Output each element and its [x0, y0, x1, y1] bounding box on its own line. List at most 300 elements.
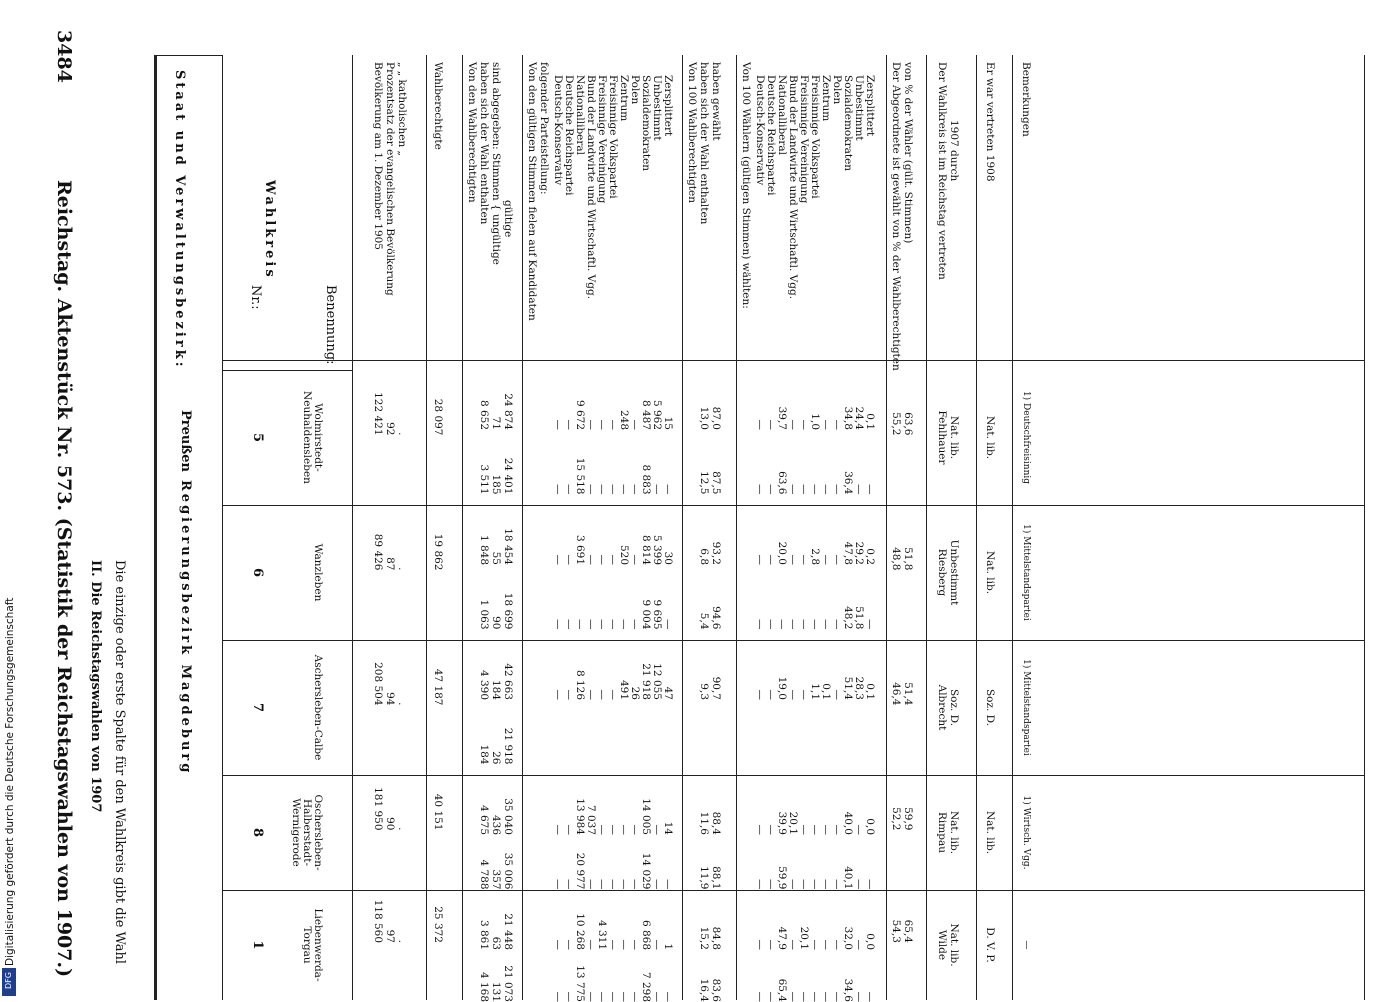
cell-pct: —	[831, 554, 843, 565]
cell-enthalten: 4 168	[478, 971, 490, 1002]
cell-pct: 36,4	[842, 471, 854, 495]
cell-votes: 14 005	[640, 798, 652, 835]
cell-pct: 48,2	[842, 606, 854, 630]
cell-pct: —	[754, 689, 766, 700]
cell-pct: 0,2	[864, 548, 876, 565]
cell-votes: 520	[618, 544, 630, 565]
cell-votes: 13 984	[574, 798, 586, 835]
cell-pct: —	[853, 939, 865, 950]
label-bev: Bevölkerung am 1. Dezember 1905	[372, 62, 384, 250]
cell-votes: —	[563, 879, 575, 890]
cell-votes: —	[651, 484, 663, 495]
cell-votes: —	[563, 689, 575, 700]
cell-pct: 59,9	[776, 866, 788, 890]
cell-pct-enthalten: 9,3	[698, 683, 710, 700]
cell-votes: 13 775	[574, 965, 586, 1002]
cell-votes: —	[662, 619, 674, 630]
cell-pct: 28,3	[853, 676, 865, 700]
cell-pct: —	[864, 619, 876, 630]
cell-pct: —	[765, 991, 777, 1002]
cell-abg: 65,4	[902, 919, 914, 943]
cell-pct: —	[853, 824, 865, 835]
cell-pct: 1,0	[809, 413, 821, 430]
cell-pct: —	[831, 419, 843, 430]
cell-pct: 65,4	[776, 978, 788, 1002]
header-nr: Nr.:	[248, 285, 263, 310]
district-nr: 8	[250, 827, 265, 838]
cell-enthalten: 1 848	[478, 534, 490, 565]
cell-pct: 40,0	[842, 811, 854, 835]
cell-pct: —	[820, 939, 832, 950]
cell-pct: 51,8	[853, 606, 865, 630]
district-name: Wanzleben	[312, 543, 324, 602]
cell-pct-enthalten: 12,5	[698, 471, 710, 495]
cell-votes: 9 695	[651, 599, 663, 630]
district-name: Aschersleben-Calbe	[312, 654, 324, 761]
cell-votes: 47	[662, 686, 674, 700]
party-label: Deutsch-Konservativ	[754, 75, 766, 186]
cell-abg: 48,8	[890, 547, 902, 571]
district-name: Wolmirstedt-Neuhaldensleben	[301, 391, 324, 484]
label-part-head2: folgender Parteistellung:	[538, 62, 550, 195]
cell-votes: —	[629, 619, 641, 630]
cell-votes: 20 977	[574, 852, 586, 890]
cell-pct: —	[798, 554, 810, 565]
cell-rep1908: D. V. P.	[984, 927, 996, 963]
party-label: Zersplittert	[864, 75, 876, 137]
cell-pct: —	[765, 419, 777, 430]
cell-pct: —	[809, 484, 821, 495]
label-part-head1: Von den gültigen Stimmen fielen auf Kandidaten	[526, 62, 538, 321]
section-title: II. Die Reichstagswahlen von 1907	[88, 560, 103, 813]
cell-gueltig: 42 663	[502, 663, 514, 700]
cell-pct: —	[754, 484, 766, 495]
cell-pct: —	[798, 419, 810, 430]
district-nr: 1	[250, 940, 265, 950]
cell-wahlber: 25 372	[432, 906, 444, 943]
header-staat-value: Preußen	[178, 410, 193, 472]
cell-pct: —	[754, 619, 766, 630]
cell-pct: —	[765, 879, 777, 890]
cell-pct: —	[809, 619, 821, 630]
cell-bev: 208 504	[372, 662, 384, 706]
cell-pct-gewaehlt: 90,7	[710, 676, 722, 700]
cell-votes: 14	[662, 821, 674, 835]
cell-pct: 20,1	[787, 811, 799, 835]
cell-gueltig: 18 699	[502, 592, 514, 630]
cell-pct: —	[787, 619, 799, 630]
cell-wahlber: 47 187	[432, 668, 444, 706]
cell-rep-party: Soz. D.	[948, 688, 960, 727]
cell-ungueltig: 63	[490, 936, 502, 950]
cell-kath: .	[396, 702, 408, 706]
cell-pct: —	[820, 991, 832, 1002]
cell-votes: —	[618, 939, 630, 950]
cell-votes: —	[563, 554, 575, 565]
cell-votes: —	[552, 484, 564, 495]
cell-votes: 30	[662, 551, 674, 565]
cell-kath: .	[396, 939, 408, 943]
cell-gueltig: 18 454	[502, 528, 514, 565]
cell-rep-name: Wilde	[936, 929, 948, 961]
cell-rep-party: Nat. lib.	[948, 810, 960, 855]
cell-pct: —	[754, 824, 766, 835]
cell-pct-enthalten: 11,6	[698, 811, 710, 835]
cell-abg: 52,2	[890, 807, 902, 831]
cell-abg: 55,2	[890, 412, 902, 436]
cell-rep1908: Nat. lib.	[984, 810, 996, 855]
cell-bev: 118 560	[372, 899, 384, 943]
party-label: Unbestimmt	[651, 75, 663, 141]
party-label: Freisinnige Volkspartei	[607, 75, 619, 199]
label-enth2: haben sich der Wahl enthalten	[478, 62, 490, 225]
cell-enthalten: 8 652	[478, 399, 490, 430]
cell-bem: 1) Mittelstandspartei	[1021, 524, 1031, 621]
cell-ungueltig: 55	[490, 551, 502, 565]
cell-pct: —	[787, 939, 799, 950]
label-vertr1: Der Wahlkreis ist im Reichstag vertreten	[936, 62, 948, 280]
cell-pct-gewaehlt: 87,5	[710, 471, 722, 495]
cell-votes: —	[563, 419, 575, 430]
page-number: 3484	[53, 30, 75, 83]
cell-evang: 97	[384, 929, 396, 943]
party-label: Sozialdemokraten	[640, 75, 652, 172]
party-label: Bund der Landwirte und Wirtschaftl. Vgg.	[585, 75, 597, 300]
cell-pct: 29,2	[853, 541, 865, 565]
cell-votes: —	[596, 419, 608, 430]
cell-rep-name: Fehlhauer	[936, 410, 948, 465]
cell-pct: —	[787, 419, 799, 430]
cell-votes: —	[596, 991, 608, 1002]
table-rule	[976, 55, 977, 1000]
cell-evang: 90	[384, 817, 396, 831]
cell-pct: 0,1	[864, 413, 876, 430]
label-evang: Prozentsatz der evangelischen Bevölkerung	[384, 62, 396, 296]
cell-pct: —	[831, 484, 843, 495]
label-wahlber: Wahlberechtigte	[432, 62, 444, 150]
party-label: Zersplittert	[662, 75, 674, 137]
cell-votes: —	[596, 879, 608, 890]
cell-votes: 7 037	[585, 804, 597, 835]
cell-pct: —	[820, 879, 832, 890]
cell-votes: 26	[629, 686, 641, 700]
cell-bem: 1) Wirtsch. Vgg.	[1021, 795, 1031, 870]
cell-votes: —	[585, 619, 597, 630]
cell-votes: —	[651, 939, 663, 950]
cell-bev: 89 426	[372, 533, 384, 571]
party-label: Freisinnige Vereinigung	[596, 75, 608, 204]
cell-pct: —	[754, 419, 766, 430]
cell-pct: 20,0	[776, 541, 788, 565]
cell-votes: 491	[618, 679, 630, 700]
cell-ungueltig: 436	[490, 814, 502, 835]
cell-pct: —	[754, 879, 766, 890]
cell-rep1908: Soz. D.	[984, 688, 996, 727]
cell-pct: 39,9	[776, 811, 788, 835]
cell-votes: —	[585, 419, 597, 430]
cell-pct-gewaehlt: 94,6	[710, 606, 722, 630]
cell-evang: 87	[384, 557, 396, 571]
label-p100-3: haben gewählt	[710, 62, 722, 141]
cell-pct: —	[765, 619, 777, 630]
cell-pct: 0,1	[820, 683, 832, 700]
cell-pct: 0,0	[864, 933, 876, 950]
cell-pct: 34,8	[842, 406, 854, 430]
district-nr: 7	[250, 702, 265, 713]
district-name: Liebenwerda-Torgau	[301, 908, 324, 982]
cell-gueltig: 35 006	[502, 852, 514, 890]
table-rule	[223, 360, 1365, 361]
table-rule	[522, 55, 523, 1000]
label-vertr1908: Er war vertreten 1908	[984, 62, 996, 182]
cell-votes: —	[607, 419, 619, 430]
cell-gueltig: 21 448	[502, 913, 514, 950]
party-label: Polen	[831, 75, 843, 105]
party-label: Freisinnige Volkspartei	[809, 75, 821, 199]
cell-votes: —	[629, 484, 641, 495]
label-abg1: Der Abgeordnete ist gewählt von % der Wahlberechtigten	[890, 62, 902, 371]
cell-rep-name: Riesberg	[936, 548, 948, 597]
cell-rep-party: Nat. lib.	[948, 415, 960, 460]
cell-votes: —	[552, 991, 564, 1002]
cell-pct: —	[765, 484, 777, 495]
cell-votes: —	[629, 879, 641, 890]
cell-abg: 54,3	[890, 919, 902, 943]
cell-pct: —	[765, 689, 777, 700]
cell-votes: —	[618, 619, 630, 630]
cell-votes: —	[585, 939, 597, 950]
district-name: Oschersleben-Halberstadt-Wernigerode	[290, 794, 324, 871]
cell-gueltig: 24 401	[502, 457, 514, 495]
cell-abg: 63,6	[902, 412, 914, 436]
cell-votes: —	[618, 879, 630, 890]
cell-pct-enthalten: 5,4	[698, 612, 710, 630]
cell-votes: —	[552, 554, 564, 565]
cell-votes: —	[552, 939, 564, 950]
cell-votes: 10 268	[574, 913, 586, 950]
cell-pct-gewaehlt: 88,1	[710, 866, 722, 890]
cell-rep-party: Nat. lib.	[948, 923, 960, 967]
cell-pct: 40,1	[842, 866, 854, 890]
cell-votes: —	[552, 419, 564, 430]
cell-votes: —	[629, 554, 641, 565]
cell-votes: —	[607, 824, 619, 835]
cell-votes: —	[563, 939, 575, 950]
cell-rep-party: Unbestimmt	[948, 539, 960, 606]
cell-pct: —	[787, 689, 799, 700]
cell-pct: —	[831, 879, 843, 890]
cell-pct: —	[864, 879, 876, 890]
cell-pct: —	[776, 619, 788, 630]
cell-votes: —	[607, 879, 619, 890]
cell-votes: —	[596, 619, 608, 630]
cell-votes: —	[607, 991, 619, 1002]
cell-votes: 248	[618, 409, 630, 430]
table-rule	[682, 55, 683, 1000]
cell-votes: —	[585, 484, 597, 495]
cell-enthalten: 3 511	[478, 464, 490, 495]
cell-votes: 5 399	[651, 534, 663, 565]
cell-votes: 1	[662, 943, 674, 950]
cell-votes: —	[651, 824, 663, 835]
cell-pct: —	[754, 991, 766, 1002]
table-rule	[426, 55, 427, 1000]
table-rule	[462, 55, 463, 1000]
cell-pct: 2,8	[809, 548, 821, 565]
cell-rep1908: Nat. lib.	[984, 415, 996, 460]
cell-votes: —	[651, 991, 663, 1002]
cell-kath: .	[396, 432, 408, 436]
cell-pct: —	[809, 991, 821, 1002]
cell-votes: —	[585, 991, 597, 1002]
cell-votes: —	[629, 419, 641, 430]
label-vertr2: 1907 durch	[948, 120, 960, 182]
cell-votes: 4 311	[596, 919, 608, 950]
cell-rep-name: Albrecht	[936, 684, 948, 731]
cell-ungueltig: 71	[490, 416, 502, 430]
table-top-rule	[154, 55, 157, 1000]
party-label: Deutsch-Konservativ	[552, 75, 564, 186]
party-label: Deutsche Reichspartei	[765, 75, 777, 196]
label-enth4: gültige	[502, 200, 514, 238]
cell-votes: —	[574, 619, 586, 630]
cell-pct: 20,1	[798, 926, 810, 950]
cell-votes: 6 868	[640, 919, 652, 950]
cell-votes: —	[552, 689, 564, 700]
cell-enthalten: 4 788	[478, 859, 490, 890]
cell-pct: —	[809, 879, 821, 890]
cell-evang: 92	[384, 422, 396, 436]
cell-votes: 15	[662, 416, 674, 430]
cell-votes: —	[607, 484, 619, 495]
cell-wahlber: 28 097	[432, 398, 444, 436]
label-kath: „ „ katholischen „	[396, 62, 408, 156]
cell-gueltig: 21 073	[502, 965, 514, 1002]
cell-pct: —	[787, 879, 799, 890]
cell-enthalten: 4 675	[478, 804, 490, 835]
party-label: Zentrum	[618, 75, 630, 122]
cell-votes: —	[662, 484, 674, 495]
cell-votes: 8 487	[640, 399, 652, 430]
party-label: Zentrum	[820, 75, 832, 122]
cell-pct: —	[798, 619, 810, 630]
cell-rep-name: Rimpau	[936, 812, 948, 853]
table-bottom-rule	[1364, 55, 1365, 1000]
cell-pct: 34,6	[842, 978, 854, 1002]
cell-bev: 122 421	[372, 392, 384, 436]
cell-pct-gewaehlt: 87,0	[710, 406, 722, 430]
table-rule	[736, 55, 737, 1000]
cell-pct: —	[820, 419, 832, 430]
cell-votes: —	[618, 484, 630, 495]
cell-votes: —	[585, 879, 597, 890]
cell-wahlber: 40 151	[432, 793, 444, 831]
cell-pct: 51,4	[842, 676, 854, 700]
cell-pct: —	[820, 824, 832, 835]
cell-pct: —	[787, 991, 799, 1002]
cell-enthalten: 3 861	[478, 919, 490, 950]
cell-votes: —	[585, 554, 597, 565]
cell-rep1908: Nat. lib.	[984, 550, 996, 595]
cell-pct: —	[864, 991, 876, 1002]
cell-pct: —	[798, 689, 810, 700]
funding-text: Digitalisierung gefördert durch die Deutsche Forschungsgemeinschaft	[4, 597, 16, 966]
cell-votes: —	[618, 991, 630, 1002]
cell-gueltig: 35 040	[502, 798, 514, 835]
cell-pct-gewaehlt: 83,6	[710, 978, 722, 1002]
cell-pct: —	[754, 939, 766, 950]
cell-abg: 51,4	[902, 682, 914, 706]
table-rule	[352, 55, 353, 1000]
cell-votes: —	[607, 554, 619, 565]
cell-bem: —	[1021, 940, 1031, 950]
section-subtitle: Die einzige oder erste Spalte für den Wahlkreis gibt die Wahl	[112, 560, 127, 965]
cell-votes: —	[552, 619, 564, 630]
party-label: Bund der Landwirte und Wirtschaftl. Vgg.	[787, 75, 799, 300]
table-rule	[157, 55, 223, 56]
district-nr: 5	[250, 432, 265, 443]
cell-pct: 63,6	[776, 471, 788, 495]
cell-votes: —	[662, 991, 674, 1002]
cell-pct: 1,1	[809, 683, 821, 700]
district-nr: 6	[250, 567, 265, 578]
cell-pct: —	[798, 484, 810, 495]
cell-votes: 3 691	[574, 534, 586, 565]
page-title: Reichstag. Aktenstück Nr. 573. (Statistik der Reichstagswahlen von 1907.)	[53, 180, 75, 978]
cell-votes: 8 126	[574, 669, 586, 700]
cell-votes: —	[607, 689, 619, 700]
cell-pct-gewaehlt: 88,4	[710, 811, 722, 835]
cell-bem: 1) Deutschfreisinnig	[1021, 390, 1031, 485]
cell-pct-enthalten: 6,8	[698, 548, 710, 565]
cell-abg: 59,9	[902, 807, 914, 831]
cell-votes: —	[662, 879, 674, 890]
cell-pct: —	[820, 554, 832, 565]
cell-abg: 51,8	[902, 547, 914, 571]
label-bem: Bemerkungen	[1020, 62, 1032, 137]
cell-votes: —	[563, 484, 575, 495]
table-rule	[1012, 55, 1013, 1000]
party-label: Sozialdemokraten	[842, 75, 854, 172]
cell-evang: 94	[384, 692, 396, 706]
cell-pct-enthalten: 13,0	[698, 406, 710, 430]
party-label: Deutsche Reichspartei	[563, 75, 575, 196]
cell-bev: 181 950	[372, 787, 384, 831]
label-p100-2: haben sich der Wahl enthalten	[698, 62, 710, 225]
cell-votes: —	[618, 824, 630, 835]
cell-votes: 9 004	[640, 599, 652, 630]
cell-pct: —	[798, 879, 810, 890]
cell-pct: —	[765, 554, 777, 565]
cell-votes: —	[596, 484, 608, 495]
dfg-logo: DFG	[2, 968, 16, 996]
label-enth3: sind abgegeben: Stimmen { ungültige	[490, 62, 502, 265]
cell-kath: .	[396, 827, 408, 831]
cell-gueltig: 24 874	[502, 393, 514, 430]
cell-ungueltig: 131	[490, 981, 502, 1002]
table-rule	[222, 55, 223, 1000]
header-wahlkreis: Wahlkreis	[262, 180, 277, 280]
header-benennung: Benennung:	[323, 285, 338, 365]
party-label: Unbestimmt	[853, 75, 865, 141]
cell-pct-enthalten: 15,2	[698, 926, 710, 950]
cell-votes: 7 298	[640, 971, 652, 1002]
cell-pct: —	[809, 824, 821, 835]
cell-ungueltig: 26	[490, 751, 502, 765]
cell-votes: 14 029	[640, 852, 652, 890]
cell-pct: —	[809, 939, 821, 950]
cell-pct-enthalten: 11,9	[698, 866, 710, 890]
